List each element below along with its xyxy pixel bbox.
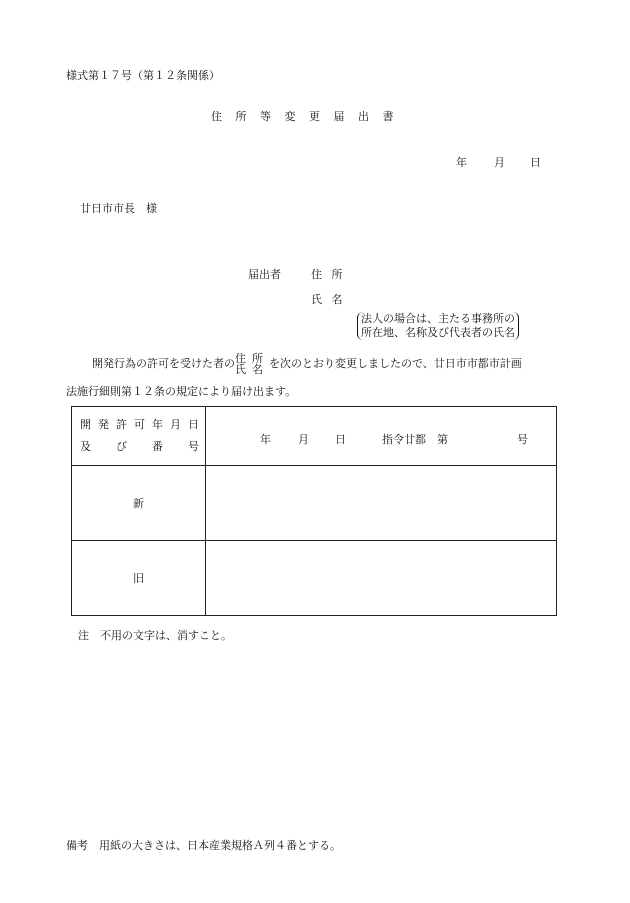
permit-year: 年	[260, 433, 271, 446]
corporate-note-line2: 所在地、名称及び代表者の氏名	[361, 326, 515, 339]
ph-char: 番	[152, 440, 163, 453]
date-year: 年	[456, 156, 467, 169]
applicant-label: 届出者	[248, 268, 281, 281]
date-day: 日	[530, 156, 541, 169]
permit-month: 月	[298, 433, 309, 446]
permit-number: 号	[517, 433, 528, 446]
body-text-after: を次のとおり変更しましたので、廿日市市都市計画	[269, 357, 522, 370]
permit-directive: 指令廿都 第	[382, 433, 448, 446]
row-new-label: 新	[72, 466, 206, 541]
ph-char: 年	[152, 418, 163, 431]
ph-char: 号	[188, 440, 199, 453]
body-line2: 法施行細則第１２条の規定により届け出ます。	[66, 385, 297, 398]
corporate-note-line1: 法人の場合は、主たる事務所の	[361, 312, 515, 325]
stack-top: 住所	[235, 352, 269, 365]
remarks: 備考 用紙の大きさは、日本産業規格Ａ列４番とする。	[66, 839, 341, 852]
permit-header-line2	[80, 436, 205, 458]
row-old-value	[206, 541, 557, 616]
ph-char: 可	[134, 418, 145, 431]
ph-char: 月	[170, 418, 181, 431]
applicant-name-label: 氏 名	[311, 293, 343, 306]
body-text-before: 開発行為の許可を受けた者の	[92, 357, 235, 370]
document-title: 住 所 等 変 更 届 出 書	[211, 110, 394, 123]
ph-char: 日	[188, 418, 199, 431]
note: 注 不用の文字は、消すこと。	[78, 629, 232, 642]
permit-value-cell	[206, 407, 557, 466]
permit-header-line1	[80, 414, 205, 436]
ph-char: 発	[98, 418, 109, 431]
address-name-stack	[235, 353, 269, 375]
ph-char: 開	[80, 418, 91, 431]
row-old-label: 旧	[72, 541, 206, 616]
form-number: 様式第１７号（第１２条関係）	[66, 69, 220, 82]
body-line1	[92, 352, 522, 376]
ph-char: 及	[80, 440, 91, 453]
addressee: 廿日市市長 様	[80, 202, 157, 215]
applicant-address-label: 住 所	[311, 268, 343, 281]
corporate-note	[357, 312, 519, 340]
permit-header-cell	[72, 407, 206, 466]
change-table	[71, 406, 557, 616]
ph-char: び	[116, 440, 127, 453]
permit-day: 日	[335, 433, 346, 446]
ph-char: 許	[116, 418, 127, 431]
stack-bottom: 氏名	[235, 363, 269, 376]
date-month: 月	[494, 156, 505, 169]
row-new-value	[206, 466, 557, 541]
